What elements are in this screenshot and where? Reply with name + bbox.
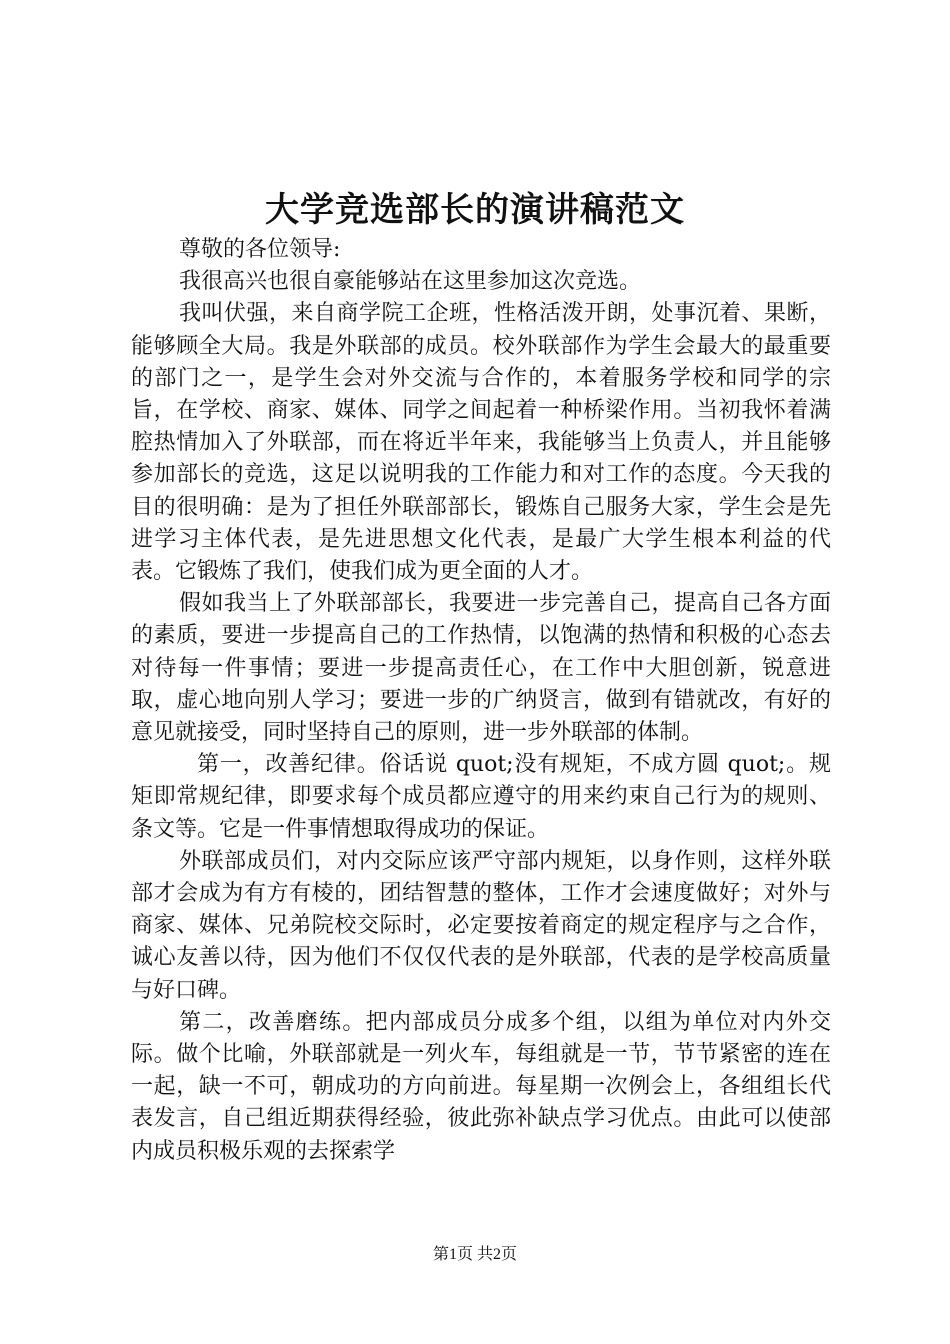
paragraph-opening: 我很高兴也很自豪能够站在这里参加这次竞选。 [179, 269, 642, 295]
paragraph-members: 外联部成员们，对内交际应该严守部内规矩，以身作则，这样外联部才会成为有方有棱的，团结智慧的整体，工作才会速度做好；对外与商家、媒体、兄弟院校交际时，必定要按着商定的规定程序与之合作，诚心友善以待，因为他们不仅仅代表的是外联部，代表的是学校高质量与好口碑。 [131, 848, 831, 1003]
document-body [131, 234, 831, 1168]
page-number-footer: 第1页 共2页 [432, 1246, 517, 1263]
document-title: 大学竞选部长的演讲稿范文 [265, 190, 685, 230]
paragraph-plan: 假如我当上了外联部部长，我要进一步完善自己，提高自己各方面的素质，要进一步提高自己的工作热情，以饱满的热情和积极的心态去对待每一件事情；要进一步提高责任心，在工作中大胆创新，锐意进取，虚心地向别人学习；要进一步的广纳贤言，做到有错就改，有好的意见就接受，同时坚持自己的原则，进一步外联部的体制。 [131, 591, 831, 746]
paragraph-point-one: 第一，改善纪律。俗话说 quot;没有规矩，不成方圆 quot;。规矩即常规纪律，即要求每个成员都应遵守的用来约束自己行为的规则、条文等。它是一件事情想取得成功的保证。 [131, 752, 831, 842]
paragraph-self-introduction: 我叫伏强，来自商学院工企班，性格活泼开朗，处事沉着、果断，能够顾全大局。我是外联部的成员。校外联部作为学生会最大的最重要的部门之一，是学生会对外交流与合作的，本着服务学校和同学的宗旨，在学校、商家、媒体、同学之间起着一种桥梁作用。当初我怀着满腔热情加入了外联部，而在将近半年来，我能够当上负责人，并且能够参加部长的竞选，这足以说明我的工作能力和对工作的态度。今天我的目的很明确：是为了担任外联部部长，锻炼自己服务大家，学生会是先进学习主体代表，是先进思想文化代表，是最广大学生根本利益的代表。它锻炼了我们，使我们成为更全面的人才。 [131, 301, 831, 585]
paragraph-point-two: 第二，改善磨练。把内部成员分成多个组，以组为单位对内外交际。做个比喻，外联部就是一列火车，每组就是一节，节节紧密的连在一起，缺一不可，朝成功的方向前进。每星期一次例会上，各组组长代表发言，自己组近期获得经验，彼此弥补缺点学习优点。由此可以使部内成员积极乐观的去探索学 [131, 1009, 831, 1164]
paragraph-greeting: 尊敬的各位领导: [179, 237, 341, 262]
